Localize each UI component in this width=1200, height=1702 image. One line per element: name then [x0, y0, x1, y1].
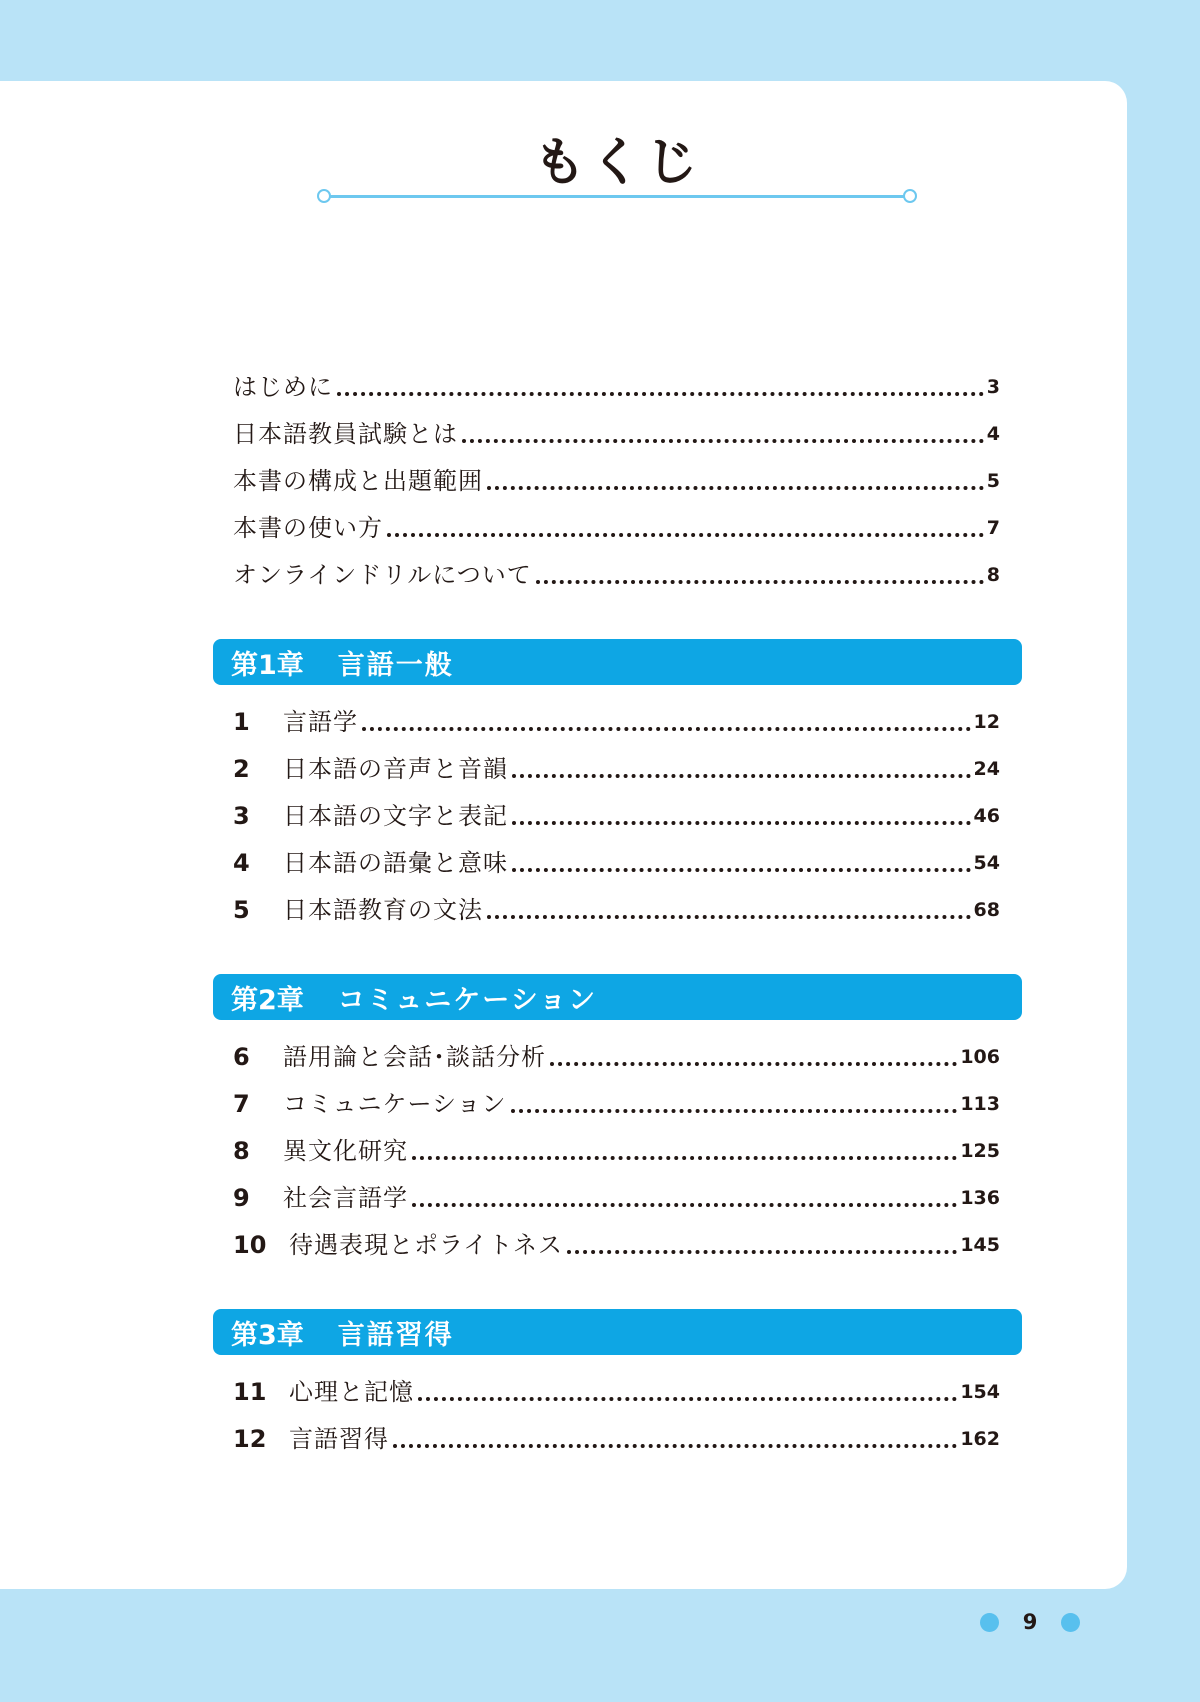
entry-label: 本書の構成と出題範囲: [233, 467, 483, 495]
toc-entry-9[interactable]: [233, 1173, 1000, 1213]
dot-leader: [362, 727, 971, 731]
entry-page: 162: [960, 1428, 1000, 1450]
entry-page: 46: [973, 805, 1000, 827]
entry-label: 日本語教員試験とは: [233, 420, 458, 448]
entry-page: 154: [960, 1381, 1000, 1403]
chapter-number: 第2章: [231, 984, 304, 1016]
toc-entry-6[interactable]: [233, 1032, 1000, 1072]
entry-number: 12: [233, 1425, 267, 1453]
dot-leader: [393, 1444, 957, 1448]
entry-page: 7: [986, 517, 1000, 539]
entry-page: 4: [986, 423, 1000, 445]
dot-leader: [418, 1397, 957, 1401]
dot-leader: [550, 1062, 957, 1066]
underline-left-circle-icon: [317, 189, 331, 203]
entry-label: 心理と記憶: [289, 1378, 414, 1406]
toc-entry-10[interactable]: [233, 1220, 1000, 1260]
toc-entry-intro[interactable]: [233, 362, 1000, 402]
toc-entry-12[interactable]: [233, 1414, 1000, 1454]
dot-leader: [412, 1203, 957, 1207]
entry-label: 言語学: [283, 708, 358, 736]
dot-leader: [567, 1250, 957, 1254]
chapter-heading-2[interactable]: [213, 974, 1022, 1020]
entry-page: 113: [960, 1093, 1000, 1115]
toc-page: [0, 81, 1127, 1589]
dot-leader: [412, 1156, 957, 1160]
folio-right-dot-icon: [1061, 1613, 1080, 1632]
entry-number: 11: [233, 1378, 267, 1406]
underline-bar: [325, 195, 909, 198]
toc-entry-structure[interactable]: [233, 456, 1000, 496]
toc-entry-2[interactable]: [233, 744, 1000, 784]
entry-label: はじめに: [233, 373, 333, 401]
toc-entry-7[interactable]: [233, 1079, 1000, 1119]
folio-left-dot-icon: [980, 1613, 999, 1632]
entry-number: 6: [233, 1043, 250, 1071]
dot-leader: [512, 868, 971, 872]
entry-label: コミュニケーション: [283, 1090, 507, 1118]
toc-entry-exam[interactable]: [233, 409, 1000, 449]
entry-page: 54: [973, 852, 1000, 874]
entry-number: 10: [233, 1231, 267, 1259]
chapter-heading-1[interactable]: [213, 639, 1022, 685]
toc-entry-5[interactable]: [233, 885, 1000, 925]
entry-page: 136: [960, 1187, 1000, 1209]
chapter-number: 第1章: [231, 649, 304, 681]
toc-entry-1[interactable]: [233, 697, 1000, 737]
entry-label: 異文化研究: [283, 1137, 408, 1165]
entry-page: 125: [960, 1140, 1000, 1162]
entry-label: 日本語の文字と表記: [283, 802, 508, 830]
dot-leader: [536, 580, 984, 584]
chapter-heading-3[interactable]: [213, 1309, 1022, 1355]
entry-number: 4: [233, 849, 250, 877]
dot-leader: [462, 439, 984, 443]
chapter-title: 言語一般: [337, 649, 454, 681]
entry-page: 5: [986, 470, 1000, 492]
entry-label: 社会言語学: [283, 1184, 408, 1212]
entry-label: 日本語教育の文法: [283, 896, 483, 924]
toc-entry-11[interactable]: [233, 1367, 1000, 1407]
entry-label: 言語習得: [289, 1425, 389, 1453]
title-underline: [317, 189, 917, 203]
entry-label: 語用論と会話･談話分析: [283, 1043, 546, 1071]
page-footer: [980, 1607, 1080, 1637]
dot-leader: [387, 533, 984, 537]
toc-entry-8[interactable]: [233, 1126, 1000, 1166]
dot-leader: [512, 774, 971, 778]
entry-page: 12: [973, 711, 1000, 733]
chapter-title: 言語習得: [337, 1319, 454, 1351]
entry-number: 5: [233, 896, 250, 924]
toc-entry-usage[interactable]: [233, 503, 1000, 543]
entry-number: 7: [233, 1090, 250, 1118]
entry-label: 日本語の音声と音韻: [283, 755, 508, 783]
chapter-number: 第3章: [231, 1319, 304, 1351]
page-title: もくじ: [533, 133, 702, 193]
entry-label: 本書の使い方: [233, 514, 383, 542]
entry-page: 106: [960, 1046, 1000, 1068]
dot-leader: [487, 915, 971, 919]
toc-entry-3[interactable]: [233, 791, 1000, 831]
chapter-title: コミュニケーション: [337, 984, 598, 1016]
entry-number: 2: [233, 755, 250, 783]
dot-leader: [337, 392, 984, 396]
underline-right-circle-icon: [903, 189, 917, 203]
entry-label: 日本語の語彙と意味: [283, 849, 508, 877]
entry-page: 24: [973, 758, 1000, 780]
dot-leader: [487, 486, 984, 490]
entry-number: 8: [233, 1137, 250, 1165]
entry-number: 1: [233, 708, 250, 736]
entry-page: 3: [986, 376, 1000, 398]
entry-page: 8: [986, 564, 1000, 586]
toc-entry-4[interactable]: [233, 838, 1000, 878]
entry-page: 68: [973, 899, 1000, 921]
entry-page: 145: [960, 1234, 1000, 1256]
dot-leader: [512, 821, 971, 825]
toc-entry-online-drill[interactable]: [233, 550, 1000, 590]
entry-label: オンラインドリルについて: [233, 561, 532, 589]
entry-number: 9: [233, 1184, 250, 1212]
entry-label: 待遇表現とポライトネス: [289, 1231, 564, 1259]
entry-number: 3: [233, 802, 250, 830]
dot-leader: [511, 1109, 958, 1113]
page-number: 9: [1022, 1610, 1038, 1634]
